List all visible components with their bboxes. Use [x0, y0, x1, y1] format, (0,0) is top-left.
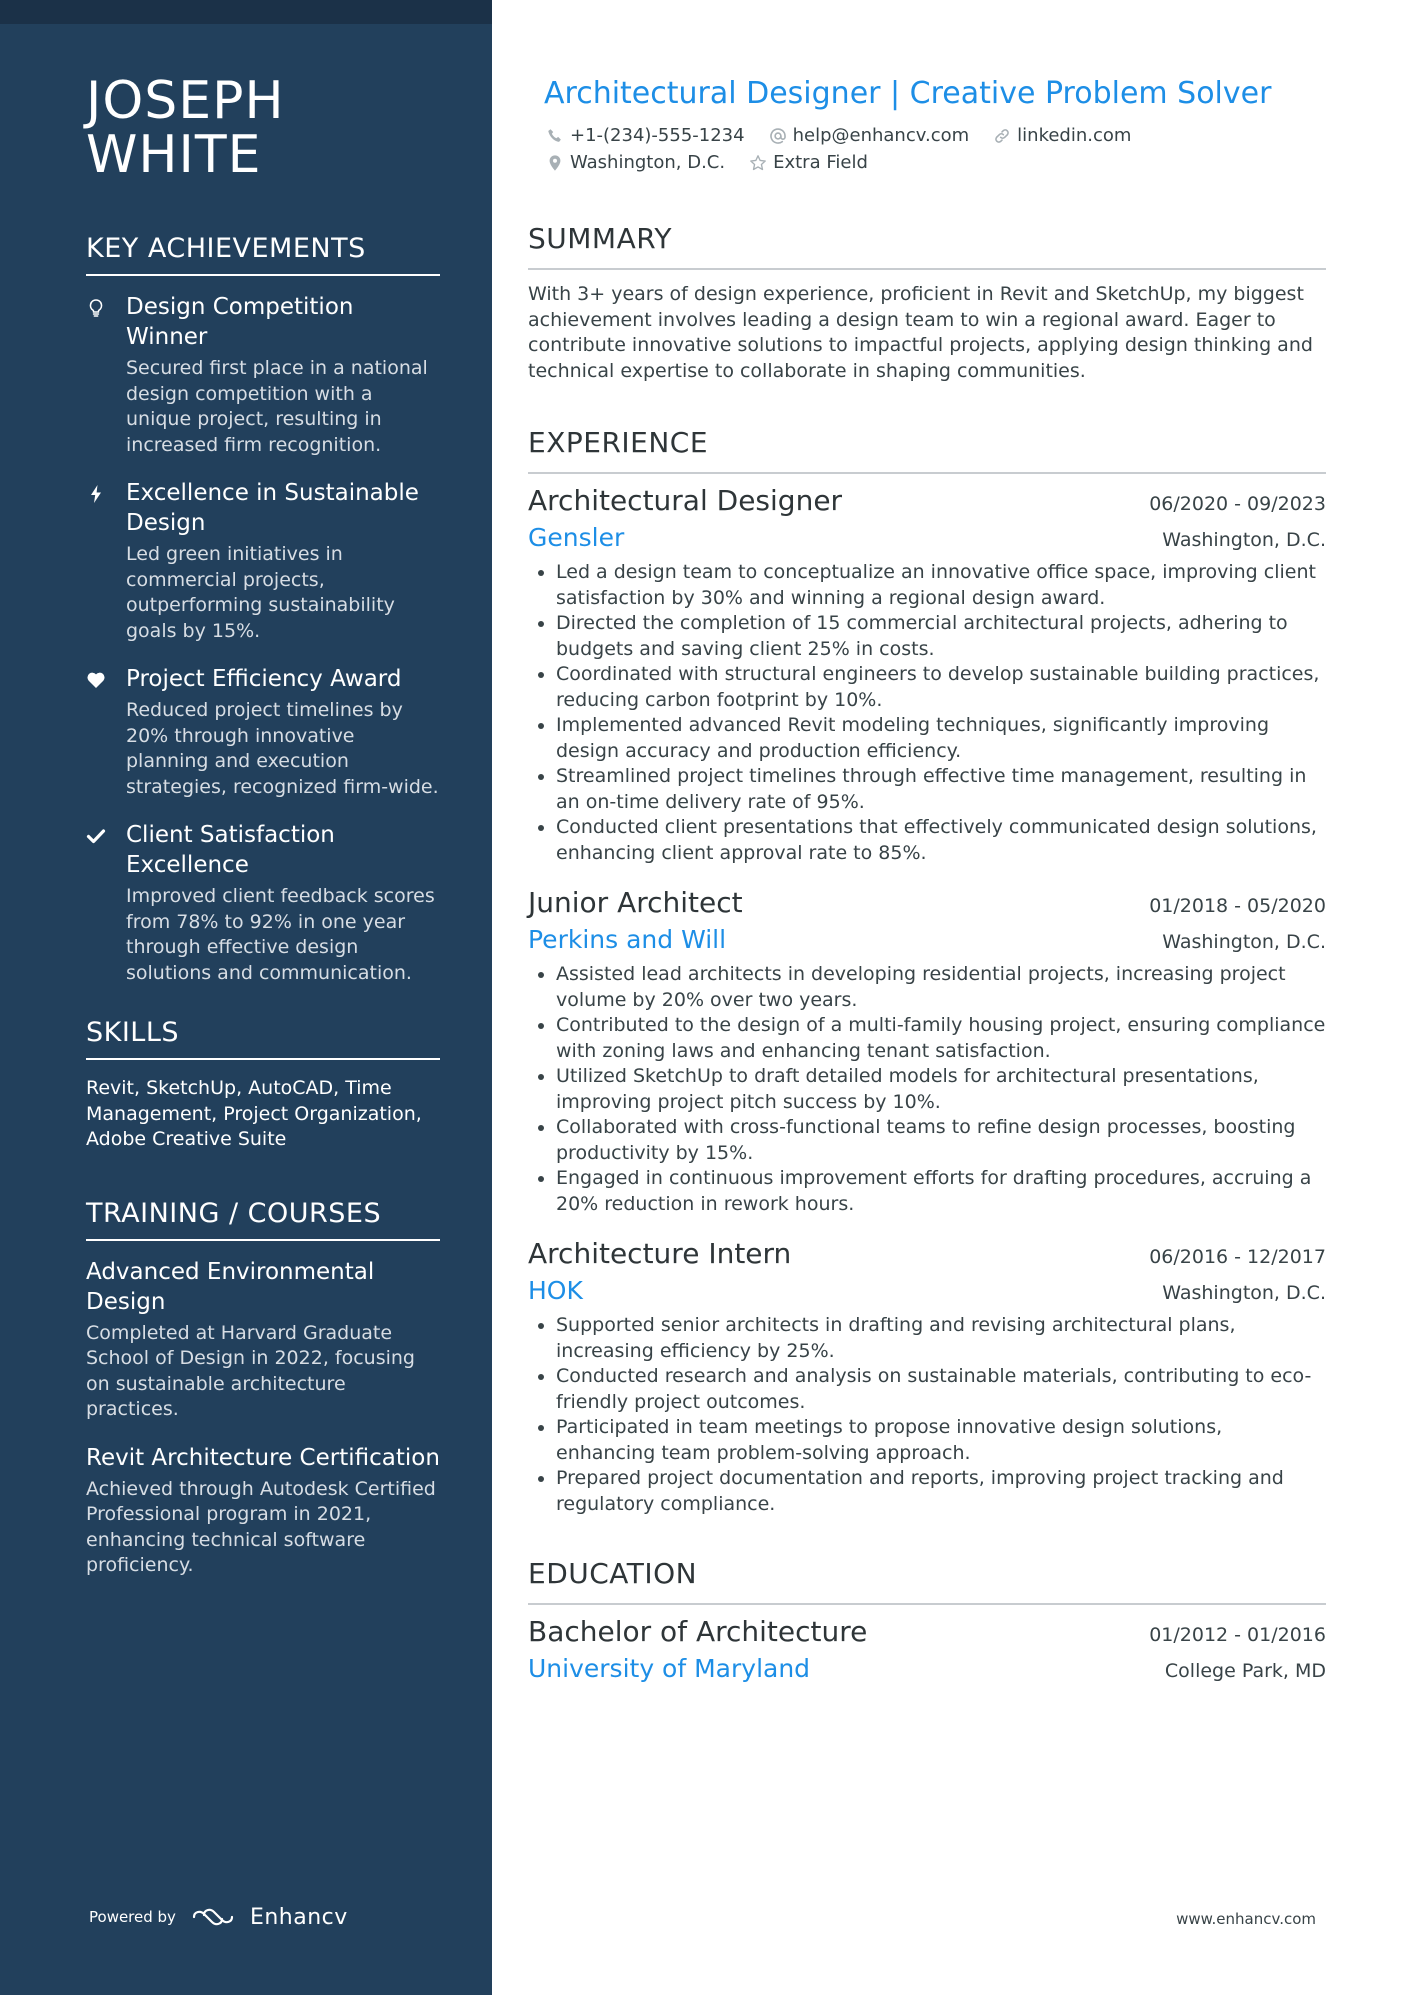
candidate-name	[86, 71, 440, 185]
contact-link[interactable]	[993, 122, 1131, 149]
skills-list: Revit, SketchUp, AutoCAD, Time Management, Project Organization, Adobe Creative Suite	[86, 1077, 422, 1150]
job-bullet: • Engaged in continuous improvement efforts for drafting procedures, accruing a 20% reduction in rework hours.	[556, 1166, 1326, 1217]
achievement-description: Improved client feedback scores from 78% to 92% in one year through effective design solutions and communication.	[126, 885, 435, 984]
job-bullet: • Contributed to the design of a multi-family housing project, ensuring compliance with zoning laws and enhancing tenant satisfaction.	[556, 1013, 1326, 1064]
education-section	[528, 1557, 1326, 1687]
job-bullet: • Utilized SketchUp to draft detailed models for architectural presentations, improving project pitch success by 10%.	[556, 1064, 1326, 1115]
job-title: Architecture Intern	[528, 1237, 792, 1270]
achievement-title: Project Efficiency Award	[126, 666, 402, 692]
job-dates: 01/2018 - 05/2020	[1149, 895, 1326, 917]
job-company: Perkins and Will	[528, 925, 727, 954]
headline: Architectural Designer | Creative Problem Solver	[544, 76, 1272, 111]
key-achievements-section	[86, 232, 440, 986]
degree-title: Bachelor of Architecture	[528, 1615, 868, 1648]
job-entry	[528, 1235, 1326, 1517]
job-location: Washington, D.C.	[1162, 931, 1326, 953]
phone-icon	[546, 127, 564, 145]
course-title: Advanced Environmental Design	[86, 1258, 375, 1315]
job-dates: 06/2020 - 09/2023	[1149, 493, 1326, 515]
powered-by	[89, 1904, 348, 1930]
main-content	[528, 74, 1326, 1687]
star-icon	[749, 154, 767, 172]
job-bullet: • Assisted lead architects in developing residential projects, increasing project volume by 20% over two years.	[556, 962, 1326, 1013]
course-item	[86, 1443, 440, 1579]
education-location: College Park, MD	[1164, 1660, 1326, 1682]
lightbulb-icon	[86, 292, 126, 458]
course-item	[86, 1257, 440, 1423]
achievement-description: Led green initiatives in commercial projects, outperforming sustainability goals by 15%.	[126, 543, 395, 642]
sidebar-content	[86, 71, 440, 1599]
job-bullet: • Conducted client presentations that effectively communicated design solutions, enhancing client approval rate to 85%.	[556, 815, 1326, 866]
section-title: KEY ACHIEVEMENTS	[86, 232, 440, 276]
job-bullet: • Coordinated with structural engineers to develop sustainable building practices, reducing carbon footprint by 10%.	[556, 662, 1326, 713]
checkmark-icon	[86, 820, 126, 986]
contact-email[interactable]	[769, 122, 970, 149]
achievement-title: Client Satisfaction Excellence	[126, 822, 335, 878]
course-description: Achieved through Autodesk Certified Professional program in 2021, enhancing technical software proficiency.	[86, 1477, 436, 1576]
contact-phone[interactable]	[546, 122, 745, 149]
section-title: SUMMARY	[528, 222, 1326, 270]
sidebar-top-bar	[0, 0, 492, 24]
job-location: Washington, D.C.	[1162, 529, 1326, 551]
achievement-item	[86, 820, 440, 986]
section-title: TRAINING / COURSES	[86, 1197, 440, 1241]
job-bullets	[528, 1313, 1326, 1517]
job-bullet: • Supported senior architects in drafting and revising architectural plans, increasing efficiency by 25%.	[556, 1313, 1326, 1364]
job-bullet: • Streamlined project timelines through effective time management, resulting in an on-time delivery rate of 95%.	[556, 764, 1326, 815]
at-sign-icon	[769, 127, 787, 145]
job-bullet: • Implemented advanced Revit modeling techniques, significantly improving design accuracy and production efficiency.	[556, 713, 1326, 764]
achievement-item	[86, 664, 440, 800]
summary-text: With 3+ years of design experience, proficient in Revit and SketchUp, my biggest achievement involves leading a design team to win a regional award. Eager to contribute innovative solutions to impactful projects, applying design thinking and technical expertise to collaborate in shaping communities.	[528, 283, 1313, 382]
experience-section	[528, 426, 1326, 1517]
course-description: Completed at Harvard Graduate School of Design in 2022, focusing on sustainable architecture practices.	[86, 1321, 415, 1420]
enhancv-brand: Enhancv	[249, 1904, 348, 1930]
achievement-item	[86, 292, 440, 458]
achievement-description: Secured first place in a national design competition with a unique project, resulting in increased firm recognition.	[126, 357, 428, 456]
achievement-title: Design Competition Winner	[126, 294, 354, 350]
job-company: HOK	[528, 1276, 583, 1305]
link-icon	[993, 127, 1011, 145]
footer-url[interactable]: www.enhancv.com	[1176, 1910, 1316, 1928]
location-text: Washington, D.C.	[570, 152, 726, 173]
job-entry	[528, 482, 1326, 866]
job-bullets	[528, 560, 1326, 866]
link-text: linkedin.com	[1017, 125, 1132, 146]
job-company: Gensler	[528, 523, 625, 552]
name-last: WHITE	[86, 125, 262, 185]
extra-field-text: Extra Field	[773, 152, 868, 173]
section-title: SKILLS	[86, 1016, 440, 1060]
lightning-bolt-icon	[86, 478, 126, 644]
skills-section	[86, 1016, 440, 1153]
email-address: help@enhancv.com	[792, 125, 970, 146]
job-bullet: • Led a design team to conceptualize an innovative office space, improving client satisfaction by 30% and winning a regional design award.	[556, 560, 1326, 611]
sidebar	[0, 0, 492, 1995]
section-title: EXPERIENCE	[528, 426, 1326, 474]
job-bullet: • Directed the completion of 15 commercial architectural projects, adhering to budgets and saving client 25% in costs.	[556, 611, 1326, 662]
job-title: Junior Architect	[528, 886, 743, 919]
job-bullet: • Conducted research and analysis on sustainable materials, contributing to eco-friendly project outcomes.	[556, 1364, 1326, 1415]
phone-number: +1-(234)-555-1234	[570, 125, 745, 146]
job-entry	[528, 884, 1326, 1217]
achievement-item	[86, 478, 440, 644]
job-bullets	[528, 962, 1326, 1217]
job-bullet: • Prepared project documentation and reports, improving project tracking and regulatory compliance.	[556, 1466, 1326, 1517]
job-location: Washington, D.C.	[1162, 1282, 1326, 1304]
contact-location	[546, 149, 725, 176]
location-pin-icon	[546, 154, 564, 172]
summary-section	[528, 222, 1326, 384]
contact-extra	[749, 149, 868, 176]
name-first: JOSEPH	[86, 71, 285, 131]
job-dates: 06/2016 - 12/2017	[1149, 1246, 1326, 1268]
job-bullet: • Participated in team meetings to propose innovative design solutions, enhancing team problem-solving approach.	[556, 1415, 1326, 1466]
job-bullet: • Collaborated with cross-functional teams to refine design processes, boosting productivity by 15%.	[556, 1115, 1326, 1166]
section-title: EDUCATION	[528, 1557, 1326, 1605]
contact-info	[546, 122, 1326, 176]
course-title: Revit Architecture Certification	[86, 1444, 440, 1471]
achievement-title: Excellence in Sustainable Design	[126, 480, 419, 536]
enhancv-logo-icon	[190, 1904, 236, 1930]
powered-by-label: Powered by	[89, 1908, 176, 1926]
education-dates: 01/2012 - 01/2016	[1149, 1624, 1326, 1646]
job-title: Architectural Designer	[528, 484, 843, 517]
heart-icon	[86, 664, 126, 800]
achievement-description: Reduced project timelines by 20% through innovative planning and execution strategies, recognized firm-wide.	[126, 699, 439, 798]
school-name: University of Maryland	[528, 1654, 811, 1683]
training-section	[86, 1197, 440, 1579]
